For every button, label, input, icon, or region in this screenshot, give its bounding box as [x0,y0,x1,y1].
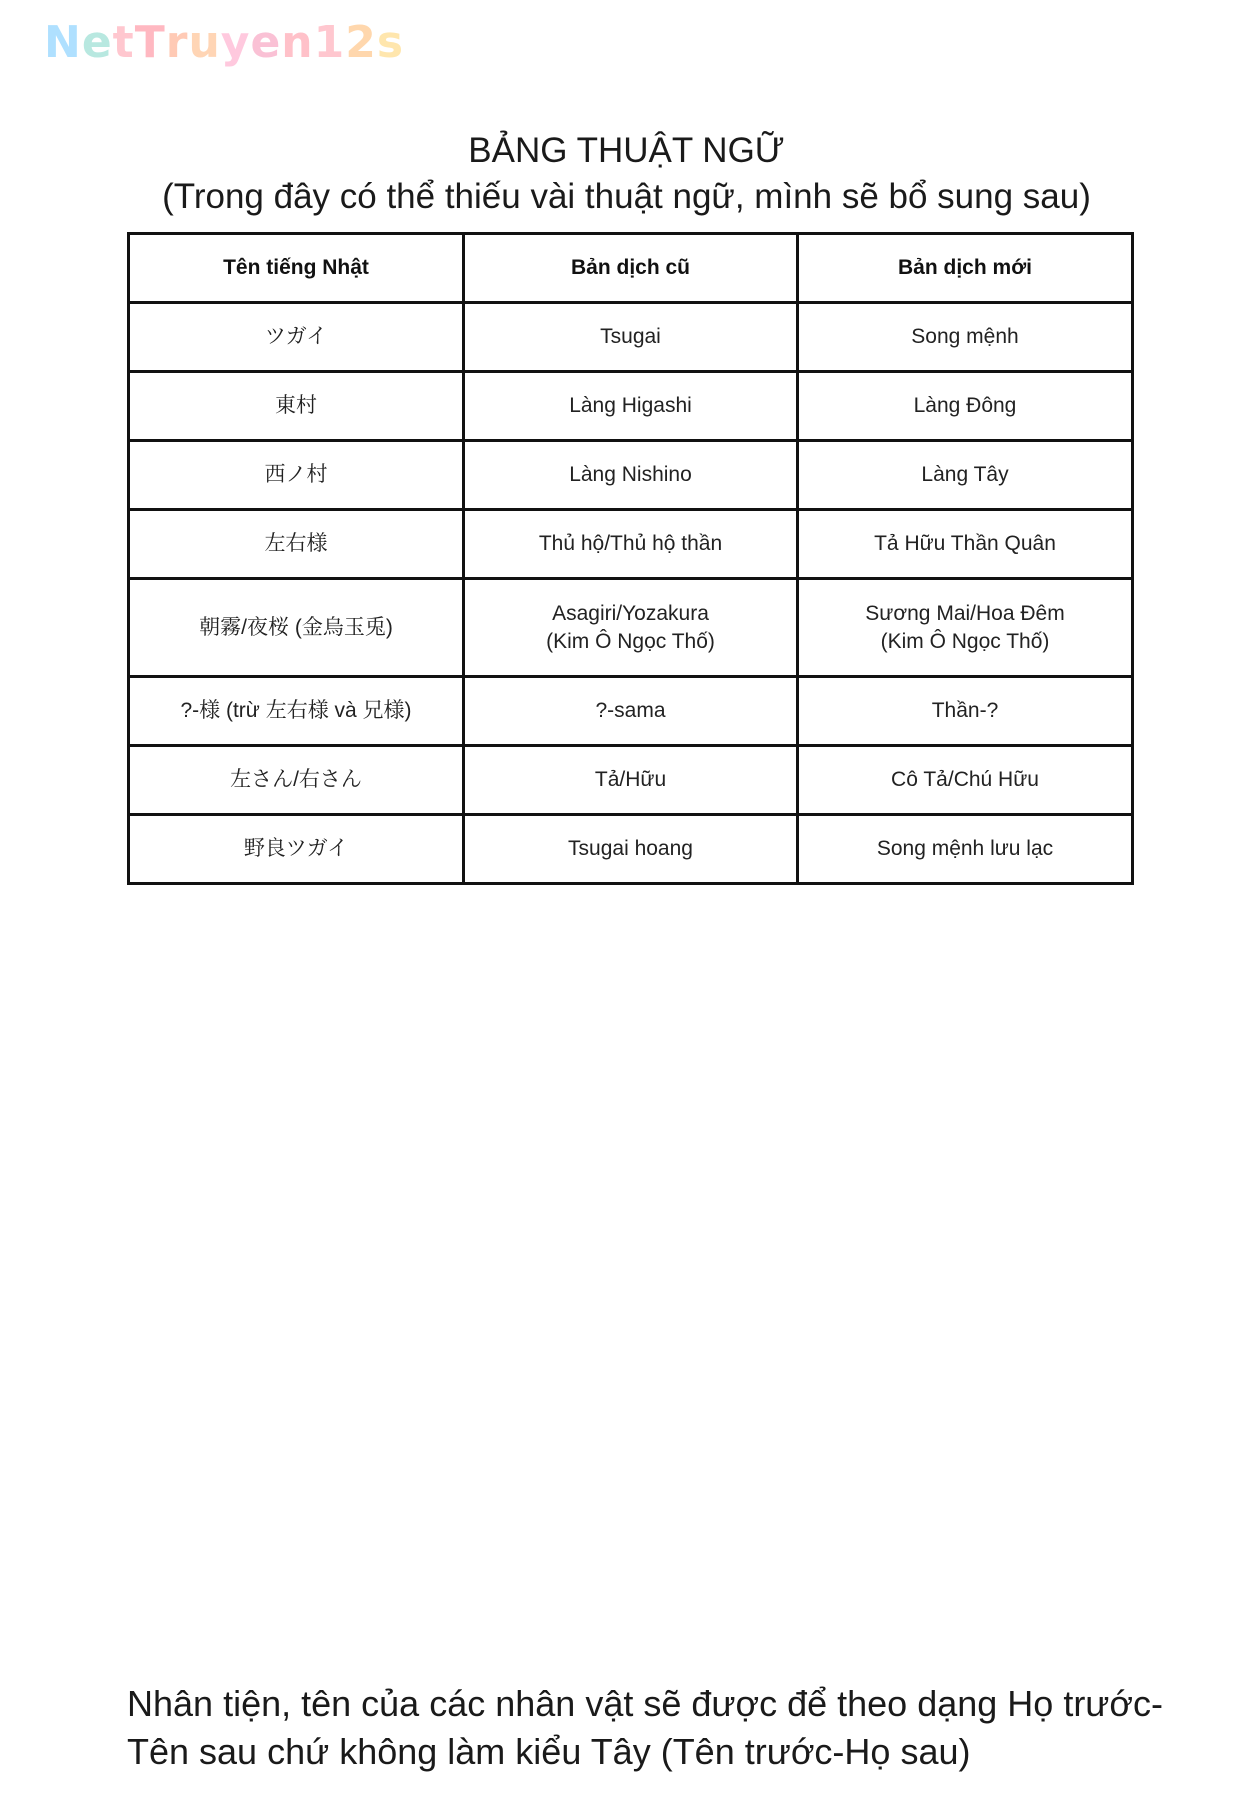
table-row [129,303,1133,372]
new-translation-cell [798,579,1133,677]
japanese-term-cell [129,815,464,884]
japanese-term-cell [129,441,464,510]
watermark-letter: N [44,17,82,68]
cell-text: Thần-? [931,699,999,722]
old-translation-cell [464,510,798,579]
glossary-header [0,128,1253,220]
old-translation-cell [464,441,798,510]
watermark-letter: s [376,17,405,68]
column-header-old-translation: Bản dịch cũ [464,234,798,303]
cell-text: 野良ツガイ [243,837,349,860]
watermark-letter: T [134,17,166,68]
cell-text: Làng Tây [921,463,1009,486]
japanese-term-cell [129,746,464,815]
site-watermark-logo [44,14,404,72]
cell-text: 東村 [275,394,317,417]
japanese-term-cell [129,510,464,579]
watermark-letter: 1 [313,17,346,68]
japanese-term-cell [129,677,464,746]
old-translation-cell [464,579,798,677]
cell-text: Tsugai hoang [568,837,693,860]
cell-text: Tsugai [600,325,661,348]
glossary-title: BẢNG THUẬT NGỮ [468,131,785,170]
column-header-japanese: Tên tiếng Nhật [129,234,464,303]
new-translation-cell [798,510,1133,579]
watermark-letter: u [188,17,221,68]
cell-text: Làng Nishino [569,463,692,486]
glossary-subtitle: (Trong đây có thể thiếu vài thuật ngữ, mình sẽ bổ sung sau) [162,177,1091,216]
table-row [129,815,1133,884]
cell-text: Thủ hộ/Thủ hộ thần [538,532,723,555]
old-translation-cell [464,815,798,884]
cell-text: ツガイ [264,325,328,348]
glossary-table-body [129,303,1133,884]
japanese-term-cell [129,303,464,372]
watermark-letter: n [281,17,314,68]
glossary-table [127,232,1134,885]
new-translation-cell [798,303,1133,372]
new-translation-cell [798,372,1133,441]
watermark-letter: r [165,17,189,68]
cell-text: Song mệnh lưu lạc [876,837,1054,860]
cell-text: Asagiri/Yozakura [552,601,709,625]
japanese-term-cell [129,372,464,441]
cell-text: Song mệnh [911,325,1019,348]
table-row [129,510,1133,579]
column-header-new-translation: Bản dịch mới [798,234,1133,303]
old-translation-cell [464,677,798,746]
cell-text: Cô Tả/Chú Hữu [891,768,1039,791]
table-row [129,441,1133,510]
cell-text: 左さん/右さん [230,768,362,791]
new-translation-cell [798,815,1133,884]
footnote [127,1680,1207,1776]
table-row [129,677,1133,746]
footnote-line: Nhân tiện, tên của các nhân vật sẽ được để theo dạng Họ trước- [127,1683,1164,1724]
cell-text: ?-様 (trừ 左右様 và 兄様) [180,699,412,722]
table-header-row [129,234,1133,303]
cell-text: 左右様 [264,532,328,555]
cell-text: (Kim Ô Ngọc Thố) [546,629,715,653]
cell-text: Sương Mai/Hoa Đêm [865,601,1065,625]
cell-text: Tả/Hữu [594,768,667,791]
new-translation-cell [798,441,1133,510]
table-row [129,746,1133,815]
table-row [129,579,1133,677]
cell-text: Tả Hữu Thần Quân [874,532,1056,555]
watermark-letter: 2 [345,17,377,68]
old-translation-cell [464,746,798,815]
japanese-term-cell [129,579,464,677]
watermark-letter: y [220,17,251,68]
old-translation-cell [464,303,798,372]
old-translation-cell [464,372,798,441]
cell-text: 朝霧/夜桜 (金烏玉兎) [199,615,393,639]
watermark-letter: e [81,17,113,68]
watermark-letter: e [250,17,282,68]
cell-text: 西ノ村 [264,463,328,486]
cell-text: (Kim Ô Ngọc Thố) [880,629,1050,653]
cell-text: ?-sama [595,699,666,722]
cell-text: Làng Đông [913,394,1017,417]
new-translation-cell [798,677,1133,746]
watermark-letter: t [112,17,135,68]
new-translation-cell [798,746,1133,815]
cell-text: Làng Higashi [569,394,692,417]
footnote-line: Tên sau chứ không làm kiểu Tây (Tên trước-Họ sau) [127,1731,971,1772]
table-row [129,372,1133,441]
